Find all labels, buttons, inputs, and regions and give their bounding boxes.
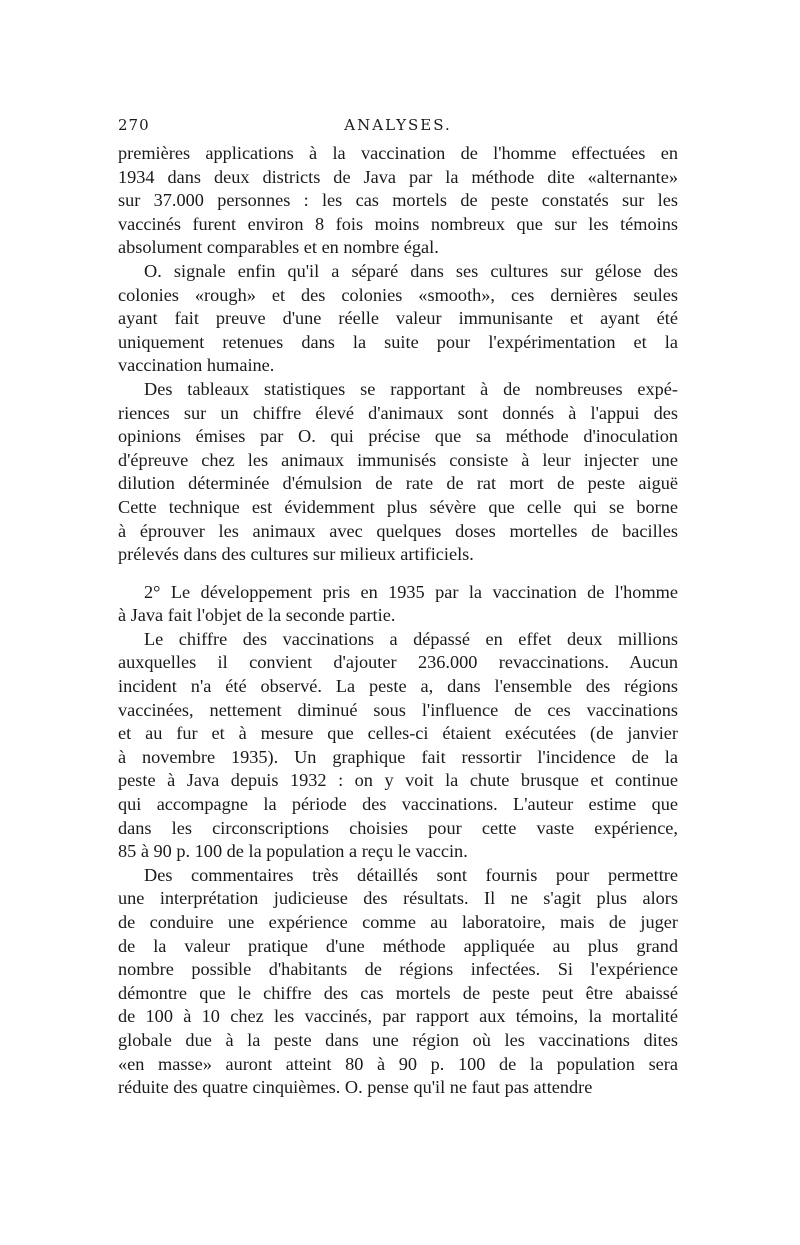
text-line: nombre possible d'habitants de régions infectées. Si l'expérience: [118, 959, 678, 980]
text-line: à éprouver les animaux avec quelques doses mortelles de bacilles: [118, 520, 678, 541]
text-line: colonies «rough» et des colonies «smooth», ces dernières seules: [118, 284, 678, 305]
text-line: de la valeur pratique d'une méthode appliquée au plus grand: [118, 935, 678, 956]
text-line: de conduire une expérience comme au laboratoire, mais de juger: [118, 912, 678, 932]
text-line: incident n'a été observé. La peste a, dans l'ensemble des régions: [118, 676, 678, 697]
text-line: réduite des quatre cinquièmes. O. pense qu'il ne faut pas attendre: [118, 1077, 593, 1098]
text-line: opinions émises par O. qui précise que sa méthode d'inoculation: [118, 426, 678, 447]
book-page: [118, 116, 678, 1100]
body-text: [118, 142, 678, 1100]
text-line: riences sur un chiffre élevé d'animaux sont donnés à l'appui des: [118, 402, 678, 423]
text-line: Des commentaires très détaillés sont fournis pour permettre: [144, 864, 678, 885]
text-line: «en masse» auront atteint 80 à 90 p. 100 de la population sera: [118, 1053, 678, 1074]
text-line: globale due à la peste dans une région où les vaccinations dites: [118, 1029, 678, 1050]
text-line: vaccinées, nettement diminué sous l'influence de ces vaccinations: [118, 699, 678, 720]
text-line: auxquelles il convient d'ajouter 236.000 revaccinations. Aucun: [118, 652, 678, 673]
text-line: une interprétation judicieuse des résultats. Il ne s'agit plus alors: [118, 888, 678, 909]
text-line: 2° Le développement pris en 1935 par la vaccination de l'homme: [144, 581, 678, 602]
text-line: absolument comparables et en nombre égal.: [118, 237, 439, 258]
text-line: dilution déterminée d'émulsion de rate de rat mort de peste aiguë: [118, 473, 678, 494]
text-line: Cette technique est évidemment plus sévère que celle qui se borne: [118, 496, 678, 517]
paragraph: [118, 378, 678, 567]
paragraph: [118, 628, 678, 864]
text-line: ayant fait preuve d'une réelle valeur immunisante et ayant été: [118, 308, 678, 329]
text-line: à Java fait l'objet de la seconde partie.: [118, 605, 396, 626]
paragraph: [118, 581, 678, 628]
text-line: et au fur et à mesure que celles-ci étaient exécutées (de janvier: [118, 723, 678, 744]
running-head: ANALYSES.: [344, 116, 452, 134]
paragraph: [118, 142, 678, 260]
section-gap: [118, 567, 678, 581]
text-line: O. signale enfin qu'il a séparé dans ses cultures sur gélose des: [144, 260, 678, 281]
text-line: dans les circonscriptions choisies pour cette vaste expérience,: [118, 817, 678, 838]
text-line: vaccination humaine.: [118, 355, 275, 376]
text-line: 85 à 90 p. 100 de la population a reçu le vaccin.: [118, 841, 468, 862]
text-line: peste à Java depuis 1932 : on y voit la chute brusque et continue: [118, 770, 678, 791]
text-line: de 100 à 10 chez les vaccinés, par rapport aux témoins, la mortalité: [118, 1006, 678, 1027]
paragraph: [118, 864, 678, 1100]
text-line: premières applications à la vaccination de l'homme effectuées en: [118, 143, 678, 163]
page-number: 270: [118, 116, 150, 134]
text-line: 1934 dans deux districts de Java par la méthode dite «alternante»: [118, 166, 678, 187]
text-line: vaccinés furent environ 8 fois moins nombreux que sur les témoins: [118, 213, 678, 234]
text-line: démontre que le chiffre des cas mortels de peste peut être abaissé: [118, 982, 678, 1003]
text-line: uniquement retenues dans la suite pour l'expérimentation et la: [118, 331, 678, 352]
paragraph: [118, 260, 678, 378]
text-line: qui accompagne la période des vaccinations. L'auteur estime que: [118, 794, 678, 815]
text-line: Le chiffre des vaccinations a dépassé en effet deux millions: [144, 628, 678, 649]
text-line: Des tableaux statistiques se rapportant à de nombreuses expé-: [144, 378, 678, 399]
page-header: [118, 116, 678, 142]
text-line: d'épreuve chez les animaux immunisés consiste à leur injecter une: [118, 449, 678, 470]
text-line: prélevés dans des cultures sur milieux artificiels.: [118, 544, 474, 565]
text-line: sur 37.000 personnes : les cas mortels de peste constatés sur les: [118, 190, 678, 211]
text-line: à novembre 1935). Un graphique fait ressortir l'incidence de la: [118, 746, 678, 767]
